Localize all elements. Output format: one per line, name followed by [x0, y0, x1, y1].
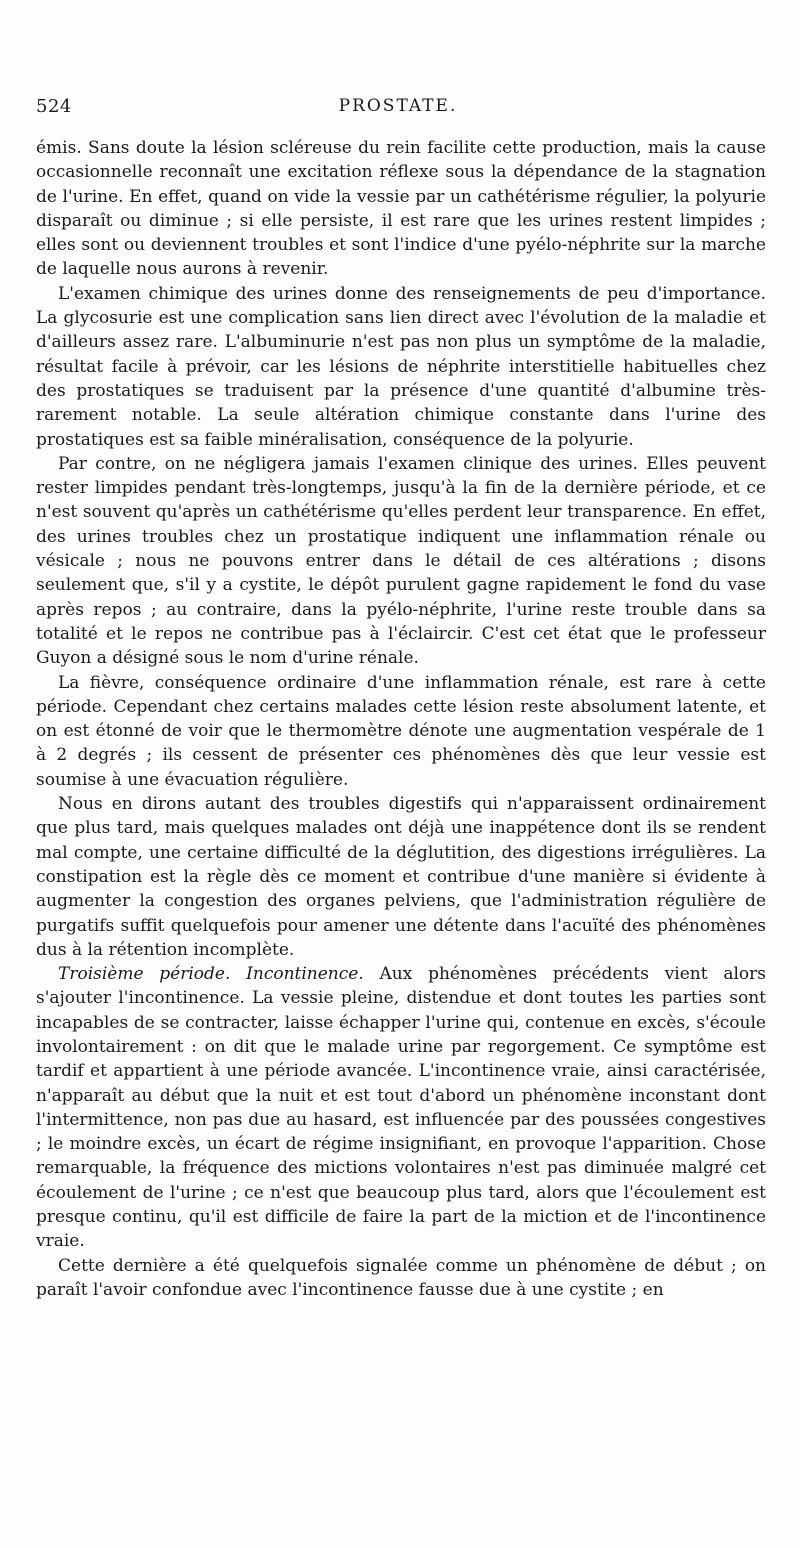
paragraph-1: émis. Sans doute la lésion scléreuse du rein facilite cette production, mais la cause occasionnelle reconnaît une excitation réflexe sous la dépendance de la stagnation de l'urine. En effet, quand on vide la vessie par un cathétérisme régulier, la polyurie disparaît ou diminue ; si elle persiste, il est rare que les urines restent limpides ; elles sont ou deviennent troubles et sont l'indice d'une pyélo-néphrite sur la marche de laquelle nous aurons à revenir.: [36, 138, 766, 280]
running-title: PROSTATE.: [338, 96, 458, 116]
body-text: [36, 136, 766, 1302]
paragraph-5: Nous en dirons autant des troubles digestifs qui n'apparaissent ordinairement que plus tard, mais quelques malades ont déjà une inappétence dont ils se rendent mal compte, une certaine difficulté de la déglutition, des digestions irrégulières. La constipation est la règle dès ce moment et contribue d'une manière si évidente à augmenter la congestion des organes pelviens, que l'administration régulière de purgatifs suffit quelquefois pour amener une détente dans l'acuïté des phénomènes dus à la rétention incomplète.: [36, 794, 766, 960]
section-heading-troisieme-periode: Troisième période. Incontinence.: [58, 964, 364, 985]
paragraph-7: Cette dernière a été quelquefois signalée comme un phénomène de début ; on paraît l'avoir confondue avec l'incontinence fausse due à une cystite ; en: [36, 1255, 766, 1300]
running-head: [36, 96, 760, 122]
paragraph-3: Par contre, on ne négligera jamais l'examen clinique des urines. Elles peuvent rester limpides pendant très-longtemps, jusqu'à la fin de la dernière période, et ce n'est souvent qu'après un cathétérisme qu'elles perdent leur transparence. En effet, des urines troubles chez un prostatique indiquent une inflammation rénale ou vésicale ; nous ne pouvons entrer dans le détail de ces altérations ; disons seulement que, s'il y a cystite, le dépôt purulent gagne rapidement le fond du vase après repos ; au contraire, dans la pyélo-néphrite, l'urine reste trouble dans sa totalité et le repos ne contribue pas à l'éclaircir. C'est cet état que le professeur Guyon a désigné sous le nom d'urine rénale.: [36, 453, 766, 669]
paragraph-6: [36, 962, 766, 1254]
page-number: 524: [36, 96, 72, 117]
paragraph-2: L'examen chimique des urines donne des renseignements de peu d'importance. La glycosurie est une complication sans lien direct avec l'évolution de la maladie et d'ailleurs assez rare. L'albuminurie n'est pas non plus un symptôme de la maladie, résultat facile à prévoir, car les lésions de néphrite interstitielle habituelles chez des prostatiques se traduisent par la présence d'une quantité d'albumine très-rarement notable. La seule altération chimique constante dans l'urine des prostatiques est sa faible minéralisation, conséquence de la polyurie.: [36, 283, 766, 450]
paragraph-4: La fièvre, conséquence ordinaire d'une inflammation rénale, est rare à cette période. Cependant chez certains malades cette lésion reste absolument latente, et on est étonné de voir que le thermomètre dénote une augmentation vespérale de 1 à 2 degrés ; ils cessent de présenter ces phénomènes dès que leur vessie est soumise à une évacuation régulière.: [36, 672, 766, 790]
paragraph-6-text: Aux phénomènes précédents vient alors s'ajouter l'incontinence. La vessie pleine, distendue et dont toutes les parties sont incapables de se contracter, laisse échapper l'urine qui, contenue en excès, s'écoule involontairement : on dit que le malade urine par regorgement. Ce symptôme est tardif et appartient à une période avancée. L'incontinence vraie, ainsi caractérisée, n'apparaît au début que la nuit et est tout d'abord un phénomène inconstant dont l'intermittence, non pas due au hasard, est influencée par des poussées congestives ; le moindre excès, un écart de régime insignifiant, en provoque l'apparition. Chose remarquable, la fréquence des mictions volontaires n'est pas diminuée malgré cet écoulement de l'urine ; ce n'est que beaucoup plus tard, alors que l'écoulement est presque continu, qu'il est difficile de faire la part de la miction et de l'incontinence vraie.: [36, 964, 766, 1252]
